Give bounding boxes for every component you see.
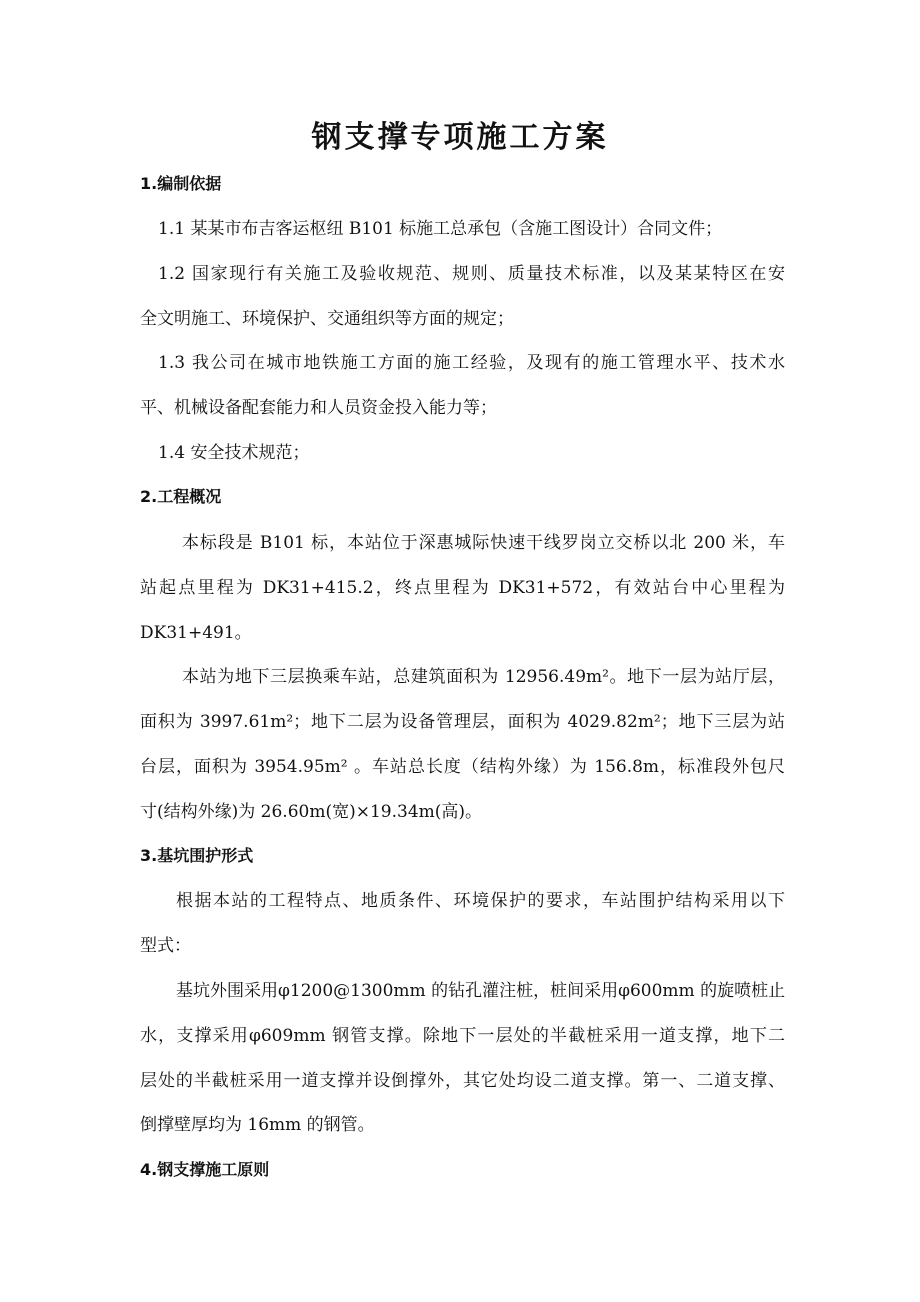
paragraph-1-1: 1.1 某某市布吉客运枢纽 B101 标施工总承包（含施工图设计）合同文件； <box>158 219 723 239</box>
paragraph-2-2-line-4: 寸(结构外缘)为 26.60m(宽)×19.34m(高)。 <box>140 802 483 822</box>
paragraph-1-4: 1.4 安全技术规范； <box>158 443 310 463</box>
paragraph-2-1-line-2: 站起点里程为 DK31+415.2，终点里程为 DK31+572，有效站台中心里程为 <box>140 578 785 598</box>
paragraph-3-1-line-2: 型式： <box>140 936 191 956</box>
paragraph-3-2-line-2: 水，支撑采用φ609mm 钢管支撑。除地下一层处的半截桩采用一道支撑，地下二 <box>140 1026 785 1046</box>
paragraph-2-2-line-3: 台层，面积为 3954.95m² 。车站总长度（结构外缘）为 156.8m，标准段外包尺 <box>140 757 785 777</box>
paragraph-2-1-line-3: DK31+491。 <box>140 623 252 643</box>
paragraph-3-1-line-1: 根据本站的工程特点、地质条件、环境保护的要求，车站围护结构采用以下 <box>176 891 785 911</box>
section-heading-1: 1.编制依据 <box>140 174 222 193</box>
paragraph-1-2-line-2: 全文明施工、环境保护、交通组织等方面的规定； <box>140 309 514 329</box>
page-title: 钢支撑专项施工方案 <box>311 120 609 155</box>
paragraph-3-2-line-1: 基坑外围采用φ1200@1300mm 的钻孔灌注桩，桩间采用φ600mm 的旋喷桩止 <box>176 981 786 1001</box>
paragraph-2-2-line-1: 本站为地下三层换乘车站，总建筑面积为 12956.49m²。地下一层为站厅层， <box>182 667 785 687</box>
section-heading-3: 3.基坑围护形式 <box>140 846 254 865</box>
paragraph-1-2-line-1: 1.2 国家现行有关施工及验收规范、规则、质量技术标准，以及某某特区在安 <box>158 264 785 284</box>
paragraph-1-3-line-1: 1.3 我公司在城市地铁施工方面的施工经验，及现有的施工管理水平、技术水 <box>158 353 785 373</box>
section-heading-4: 4.钢支撑施工原则 <box>140 1160 270 1179</box>
paragraph-3-2-line-3: 层处的半截桩采用一道支撑并设倒撑外，其它处均设二道支撑。第一、二道支撑、 <box>140 1071 785 1091</box>
paragraph-1-3-line-2: 平、机械设备配套能力和人员资金投入能力等； <box>140 398 497 418</box>
paragraph-2-1-line-1: 本标段是 B101 标，本站位于深惠城际快速干线罗岗立交桥以北 200 米，车 <box>182 533 785 553</box>
section-heading-2: 2.工程概况 <box>140 487 222 506</box>
paragraph-3-2-line-4: 倒撑壁厚均为 16mm 的钢管。 <box>140 1115 375 1135</box>
paragraph-2-2-line-2: 面积为 3997.61m²；地下二层为设备管理层，面积为 4029.82m²；地下三层为站 <box>140 712 785 732</box>
